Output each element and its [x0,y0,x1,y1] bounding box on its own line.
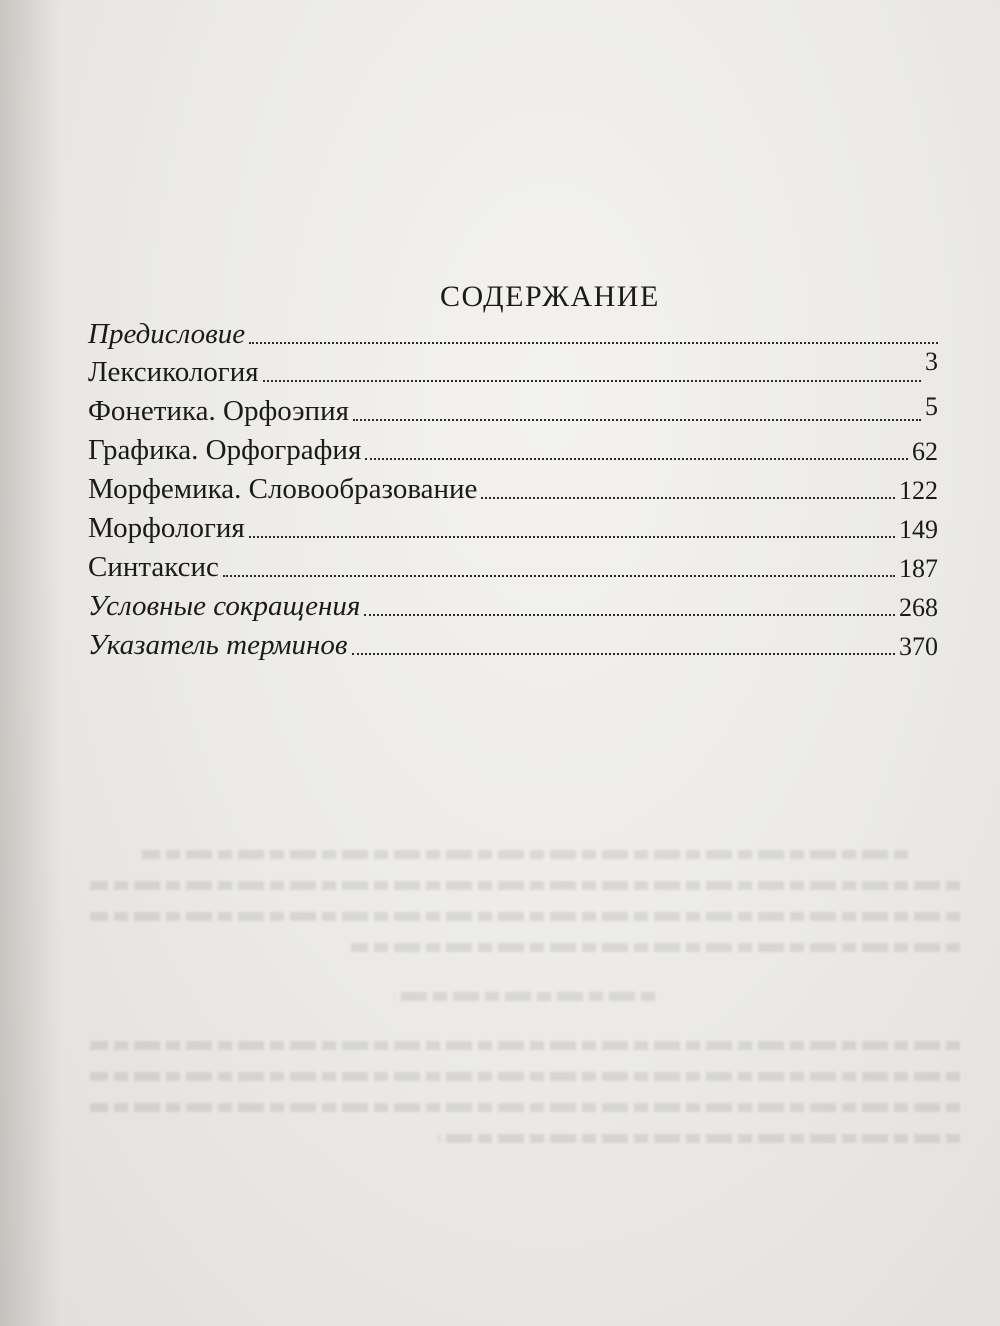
page-title: СОДЕРЖАНИЕ [440,280,660,313]
toc-entry-label: Синтаксис [88,551,219,583]
toc-entry [88,621,938,660]
dot-leader [223,575,895,577]
page-edge-shadow [0,0,60,1326]
dot-leader [353,419,921,421]
toc-entry [88,582,938,621]
toc-entry [88,504,938,543]
toc-entry [88,349,938,387]
toc-entry [88,426,938,465]
toc-entry-page: 268 [899,593,938,622]
toc-entry-page: 3 [925,347,938,376]
dot-leader [364,614,895,616]
toc-entry-label: Морфология [88,512,245,544]
dot-leader [263,380,921,382]
toc-entry-label: Лексикология [88,356,259,388]
toc-entry [88,543,938,582]
toc-entry-page: 370 [899,632,938,661]
toc-entry [88,317,938,349]
toc-entry-label: Условные сокращения [88,590,361,622]
toc-entry-page: 122 [899,476,938,505]
toc-entry-label: Морфемика. Словообразование [88,473,478,505]
table-of-contents [88,317,938,660]
dot-leader [481,497,895,499]
toc-entry [88,465,938,504]
dot-leader [249,342,938,344]
dot-leader [352,653,896,655]
toc-entry-label: Указатель терминов [88,629,348,661]
toc-entry-page: 149 [899,515,938,544]
toc-entry-label: Графика. Орфография [88,434,362,466]
show-through-text [90,850,960,1290]
dot-leader [365,458,908,460]
toc-entry-page: 5 [925,392,938,421]
toc-entry-label: Предисловие [88,318,246,350]
toc-entry-label: Фонетика. Орфоэпия [88,395,349,427]
dot-leader [249,536,895,538]
toc-entry [88,387,938,426]
toc-entry-page: 62 [912,437,938,466]
toc-entry-page: 187 [899,554,938,583]
